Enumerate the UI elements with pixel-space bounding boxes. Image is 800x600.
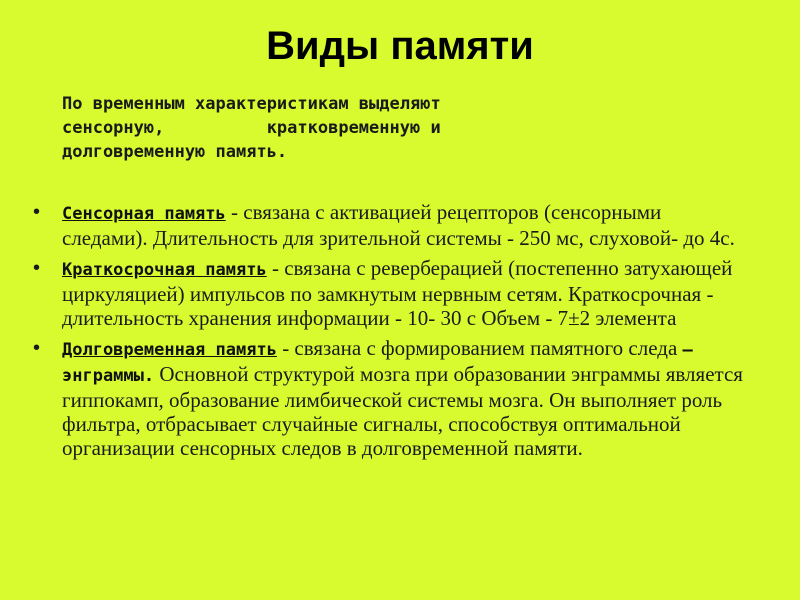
bullet-icon: • xyxy=(33,201,41,223)
intro-line-2: сенсорную, кратковременную и xyxy=(62,118,441,138)
intro-paragraph xyxy=(62,92,602,164)
long-term-description-end: Основной структурой мозга при образовании энграммы является гиппокамп, образование лимбической системы мозга. Он выполняет роль фильтра, отбрасывает случайные сигналы, способствуя оптимальной организации сенсорных следов в долговременной памяти. xyxy=(62,362,743,460)
intro-line-1: По временным характеристикам выделяют xyxy=(62,94,441,114)
long-term-description-start: - связана с формированием памятного следа xyxy=(276,336,683,360)
bullet-icon: • xyxy=(33,337,41,359)
term-long-term-memory: Долговременная память xyxy=(62,340,277,360)
term-short-term-memory: Краткосрочная память xyxy=(62,260,267,280)
term-sensory-memory: Сенсорная память xyxy=(62,204,226,224)
list-item-short-term xyxy=(0,256,752,330)
intro-line-3: долговременную память. xyxy=(62,142,288,162)
slide-title: Виды памяти xyxy=(266,24,534,68)
short-term-description: - связана с реверберацией (постепенно затухающей циркуляцией) импульсов по замкнутым нервным сетям. Краткосрочная - длительность хранения информации - 10- 30 с Объем - 7±2 элемента xyxy=(62,256,733,330)
list-item-sensory xyxy=(0,200,752,250)
bullet-icon: • xyxy=(33,257,41,279)
engram-term: – энграммы. xyxy=(62,340,693,386)
memory-types-list xyxy=(0,200,800,460)
sensory-description: - связана с активацией рецепторов (сенсорными следами). Длительность для зрительной системы - 250 мс, слуховой- до 4с. xyxy=(62,200,735,250)
list-item-long-term xyxy=(0,336,752,460)
